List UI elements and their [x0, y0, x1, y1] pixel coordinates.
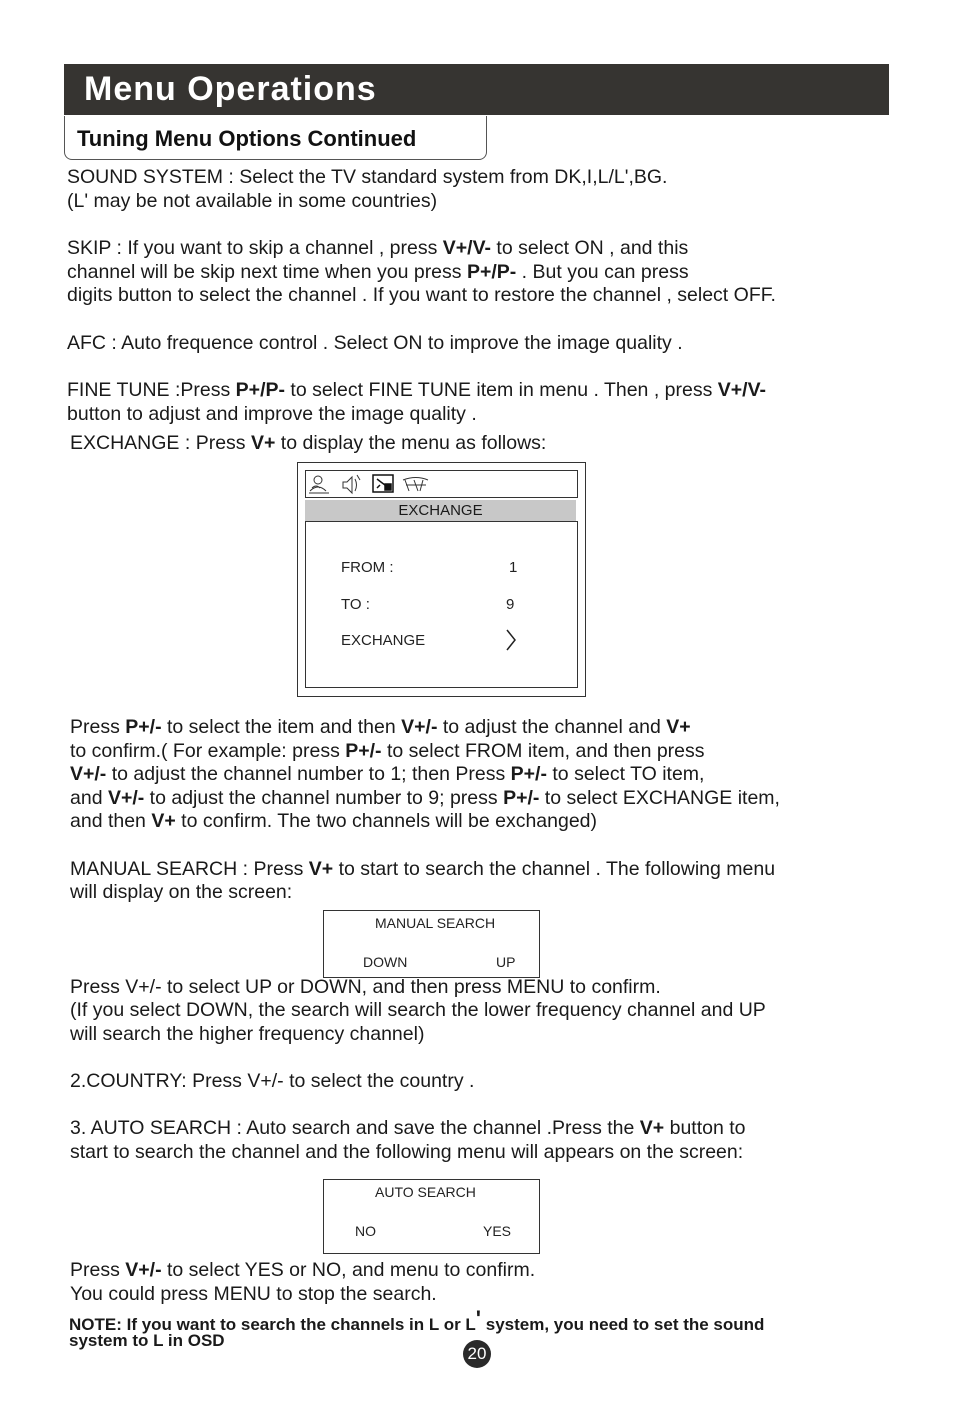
from-label[interactable]: FROM : — [341, 559, 394, 576]
up-option[interactable]: UP — [496, 954, 516, 970]
osd-icons — [306, 471, 577, 497]
afc-line: AFC : Auto frequence control . Select ON to improve the image quality . — [67, 332, 683, 354]
manual-search-line1: MANUAL SEARCH : Press V+ to start to search the channel . The following menu — [70, 858, 776, 880]
sound-icon — [343, 475, 360, 493]
section-heading-box — [64, 116, 487, 160]
from-value: 1 — [509, 559, 518, 576]
auto-after-line1: Press V+/- to select YES or NO, and menu to confirm. — [70, 1259, 536, 1281]
auto-search-osd-title: AUTO SEARCH — [375, 1184, 476, 1200]
no-option[interactable]: NO — [355, 1223, 376, 1239]
exchange-osd-title: EXCHANGE — [305, 500, 576, 521]
picture-icon — [309, 476, 329, 493]
section-heading: Tuning Menu Options Continued — [77, 126, 417, 151]
skip-line3: digits button to select the channel . If you want to restore the channel , select OFF. — [67, 284, 776, 306]
auto-search-line2: start to search the channel and the following menu will appears on the screen: — [70, 1141, 744, 1163]
to-label[interactable]: TO : — [341, 596, 370, 613]
header-banner — [64, 64, 889, 115]
exchange-text-line2: to confirm.( For example: press P+/- to select FROM item, and then press — [70, 740, 705, 762]
skip-line1: SKIP : If you want to skip a channel , press V+/V- to select ON , and this — [67, 237, 689, 259]
yes-option[interactable]: YES — [483, 1223, 512, 1239]
note-line1: NOTE: If you want to search the channels in L or L' system, you need to set the sound — [69, 1306, 765, 1334]
exchange-intro: EXCHANGE : Press V+ to display the menu as follows: — [70, 432, 547, 454]
page-number: 20 — [463, 1340, 491, 1368]
function-icon — [403, 478, 428, 492]
exchange-text-line5: and then V+ to confirm. The two channels will be exchanged) — [70, 810, 598, 832]
manual-after-line1: Press V+/- to select UP or DOWN, and then press MENU to confirm. — [70, 976, 661, 998]
fine-tune-line2: button to adjust and improve the image quality . — [67, 403, 477, 425]
page-title: Menu Operations — [84, 70, 377, 108]
note-line2: system to L in OSD — [69, 1331, 225, 1350]
exchange-text-line3: V+/- to adjust the channel number to 1; then Press P+/- to select TO item, — [70, 763, 705, 785]
exchange-text-line4: and V+/- to adjust the channel number to 9; press P+/- to select EXCHANGE item, — [70, 787, 780, 809]
exchange-text-line1: Press P+/- to select the item and then V+/- to adjust the channel and V+ — [70, 716, 691, 738]
manual-after-line2: (If you select DOWN, the search will search the lower frequency channel and UP — [70, 999, 766, 1021]
sound-system-line2: (L' may be not available in some countries) — [67, 190, 438, 212]
skip-line2: channel will be skip next time when you press P+/P- . But you can press — [67, 261, 689, 283]
osd-icon-bar — [305, 470, 578, 498]
chevron-right-icon[interactable] — [504, 628, 518, 652]
sound-system-line1: SOUND SYSTEM : Select the TV standard system from DK,I,L/L',BG. — [67, 166, 668, 188]
exchange-label[interactable]: EXCHANGE — [341, 632, 426, 649]
auto-search-line1: 3. AUTO SEARCH : Auto search and save the channel .Press the V+ button to — [70, 1117, 746, 1139]
auto-after-line2: You could press MENU to stop the search. — [70, 1283, 437, 1305]
manual-search-line2: will display on the screen: — [70, 881, 293, 903]
tuning-icon — [373, 475, 393, 492]
manual-after-line3: will search the higher frequency channel) — [70, 1023, 425, 1045]
manual-search-osd-title: MANUAL SEARCH — [375, 915, 496, 931]
country-line: 2.COUNTRY: Press V+/- to select the country . — [70, 1070, 475, 1092]
fine-tune-line1: FINE TUNE :Press P+/P- to select FINE TUNE item in menu . Then , press V+/V- — [67, 379, 767, 401]
to-value: 9 — [506, 596, 515, 613]
down-option[interactable]: DOWN — [363, 954, 408, 970]
